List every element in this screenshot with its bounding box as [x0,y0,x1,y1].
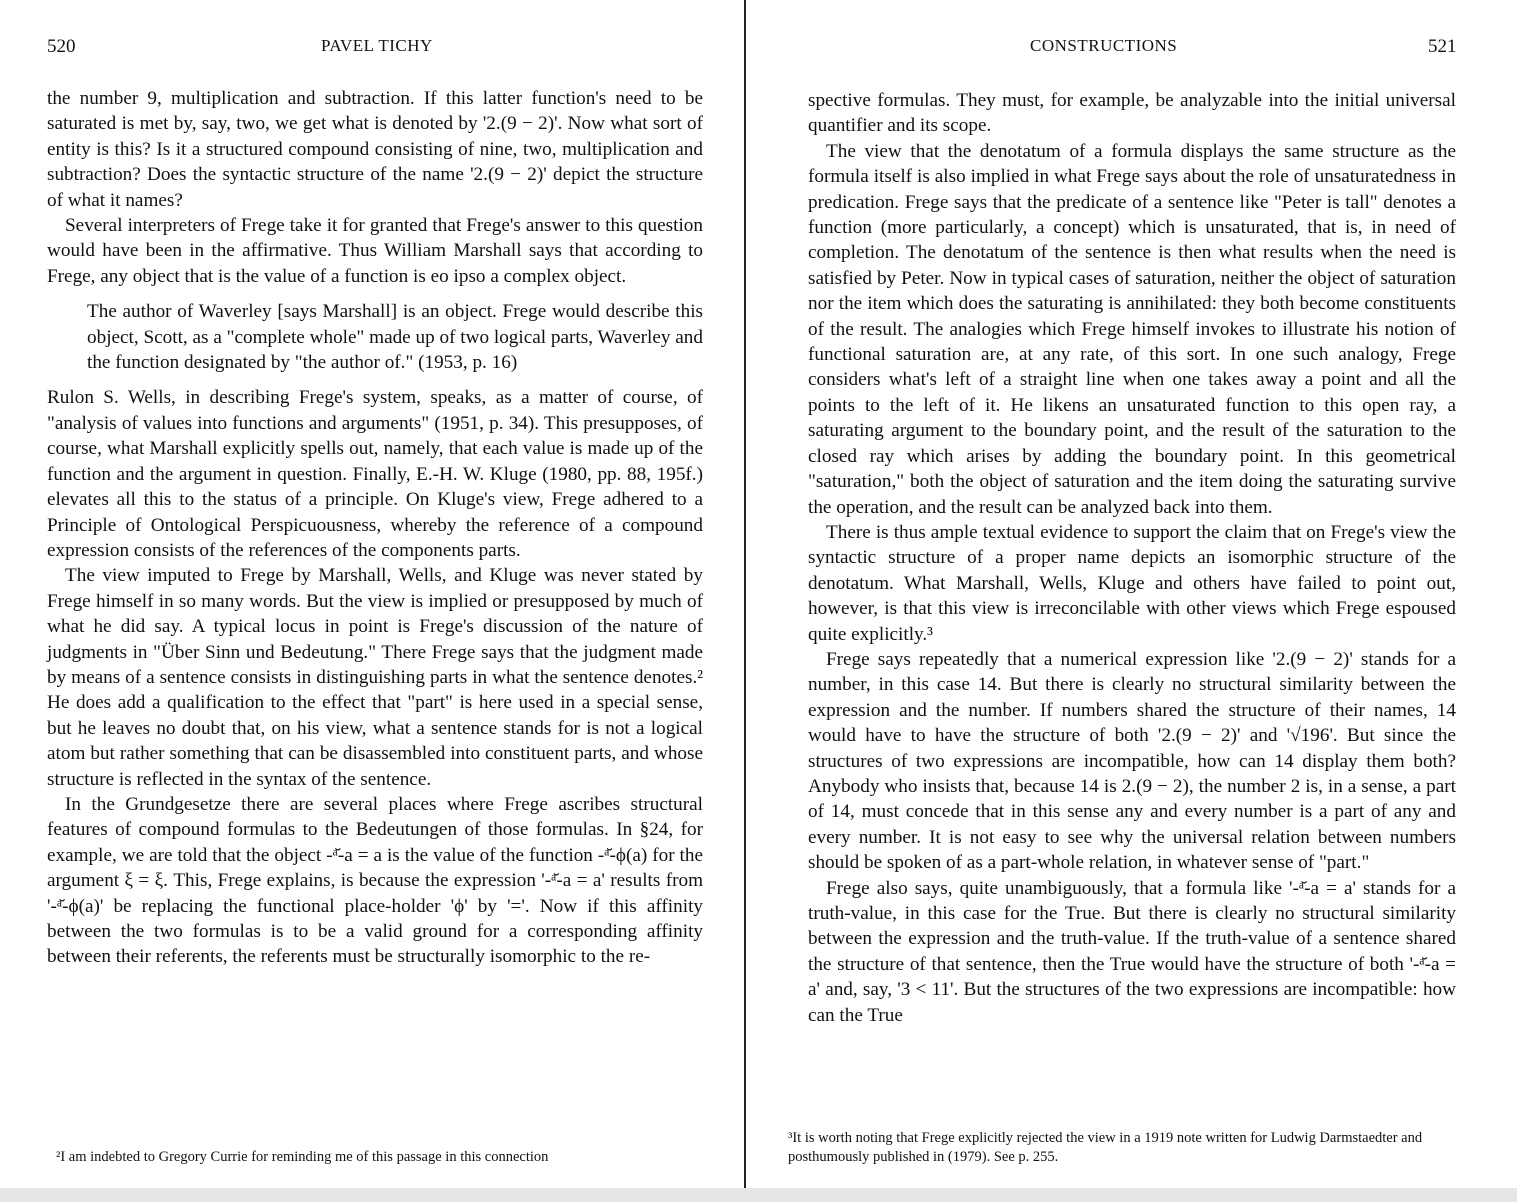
right-footnote: ³It is worth noting that Frege explicitly rejected the view in a 1919 note written for Ludwig Darmstaedter and posthumously published in (1979). See p. 255. [788,1130,1423,1165]
paragraph: Rulon S. Wells, in describing Frege's system, speaks, as a matter of course, of "analysis of values into functions and arguments" (1951, p. 34). This presupposes, of course, what Marshall explicitly spells out, namely, that each value is made up of the function and the argument in question. Finally, E.-H. W. Kluge (1980, pp. 88, 195f.) elevates all this to the status of a principle. On Kluge's view, Frege adhered to a Principle of Ontological Perspicuousness, whereby the reference of a compound expression consists of the references of the components parts. [47,387,703,561]
block-quote: The author of Waverley [says Marshall] is an object. Frege would describe this object, Scott, as a "complete whole" made up of two logical parts, Waverley and the function designated by "the author of." (1953, p. 16) [87,301,703,374]
paragraph: spective formulas. They must, for example, be analyzable into the initial universal quantifier and its scope. [808,90,1456,137]
paragraph: Frege also says, quite unambiguously, that a formula like '-ᵃ̆-a = a' stands for a truth-value, in this case for the True. But there is clearly no structural similarity between the expression and the truth-value. If the truth-value of a sentence shared the structure of that sentence, then the True would have the structure of both '-ᵃ̆-a = a' and, say, '3 < 11'. But the structures of the two expressions are incompatible: how can the True [808,877,1456,1026]
left-page-number: 520 [47,36,76,57]
right-running-head: CONSTRUCTIONS [1030,36,1178,55]
paragraph: The view imputed to Frege by Marshall, Wells, and Kluge was never stated by Frege himself in so many words. But the view is implied or presupposed by much of what he did say. A typical locus in point is Frege's discussion of the nature of judgments in "Über Sinn und Bedeutung." There Frege says that the judgment made by means of a sentence consists in distinguishing parts in what the sentence denotes.² He does add a qualification to the effect that "part" is here used in a special sense, but he leaves no doubt that, on his view, what a sentence stands for is not a logical atom but rather something that can be disassembled into constituent parts, and whose structure is reflected in the syntax of the sentence. [47,565,703,790]
right-page-number: 521 [1428,36,1457,57]
paragraph: the number 9, multiplication and subtraction. If this latter function's need to be saturated is met by, say, two, we get what is denoted by '2.(9 − 2)'. Now what sort of entity is this? Is it a structured compound consisting of nine, two, multiplication and subtraction? Does the syntactic structure of the name '2.(9 − 2)' depict the structure of what it names? [47,88,703,211]
book-gutter [744,0,746,1202]
paragraph: Frege says repeatedly that a numerical expression like '2.(9 − 2)' stands for a number, in this case 14. But there is clearly no structural similarity between the expression and the number. If numbers shared the structure of their names, 14 would have to have the structure of both '2.(9 − 2)' and '√196'. But since the structures of two expressions are incompatible, how can 14 display them both? Anybody who insists that, because 14 is 2.(9 − 2), the number 2 is, in a sense, a part of 14, must concede that in this sense any and every number is a part of any and every number. It is not easy to see why the universal relation between numbers should be spoken of as a part-whole relation, in whatever sense of "part." [808,648,1456,874]
paragraph: In the Grundgesetze there are several places where Frege ascribes structural features of compound formulas to the Bedeutungen of those formulas. In §24, for example, we are told that the object -ᵃ̆-a = a is the value of the function -ᵃ̆-ϕ(a) for the argument ξ = ξ. This, Frege explains, is because the expression '-ᵃ̆-a = a' results from '-ᵃ̆-ϕ(a)' be replacing the functional place-holder 'ϕ' by '='. Now if this affinity between the two formulas is to be a valid ground for a corresponding affinity between their referents, the referents must be structurally isomorphic to the re- [47,793,703,968]
left-body-text [47,86,703,970]
paragraph: Several interpreters of Frege take it for granted that Frege's answer to this question would have been in the affirmative. Thus William Marshall says that according to Frege, any object that is the value of a function is eo ipso a complex object. [47,215,703,287]
left-running-head: PAVEL TICHY [321,36,433,55]
paragraph: There is thus ample textual evidence to support the claim that on Frege's view the syntactic structure of a proper name depicts an isomorphic structure of the denotatum. What Marshall, Wells, Kluge and others have failed to point out, however, is that this view is irreconcilable with other views which Frege espoused quite explicitly.³ [808,521,1456,645]
right-page [768,0,1517,1202]
left-footnote: ²I am indebted to Gregory Currie for reminding me of this passage in this connection [56,1149,549,1165]
left-page [0,0,745,1202]
scan-edge [0,1188,1517,1202]
paragraph: The view that the denotatum of a formula displays the same structure as the formula itself is also implied in what Frege says about the role of unsaturatedness in predication. Frege says that the predicate of a sentence like "Peter is tall" denotes a function (more particularly, a concept) which is unsaturated, that is, in need of completion. The denotatum of the sentence is then what results when the need is satisfied by Peter. Now in typical cases of saturation, neither the object of saturation nor the item which does the saturating is annihilated: they both become constituents of the result. The analogies which Frege himself invokes to illustrate his notion of functional saturation are, at any rate, of this sort. In one such analogy, Frege considers what's left of a straight line when one takes away a point and all the points to the left of it. He likens an unsaturated function to this open ray, a saturating argument to the boundary point, and the result of the saturation to the closed ray which arises by adding the boundary point. In this geometrical "saturation," both the object of saturation and the item doing the saturating survive the operation, and the result can be analyzed back into them. [808,140,1456,518]
right-body-text [808,88,1456,1028]
